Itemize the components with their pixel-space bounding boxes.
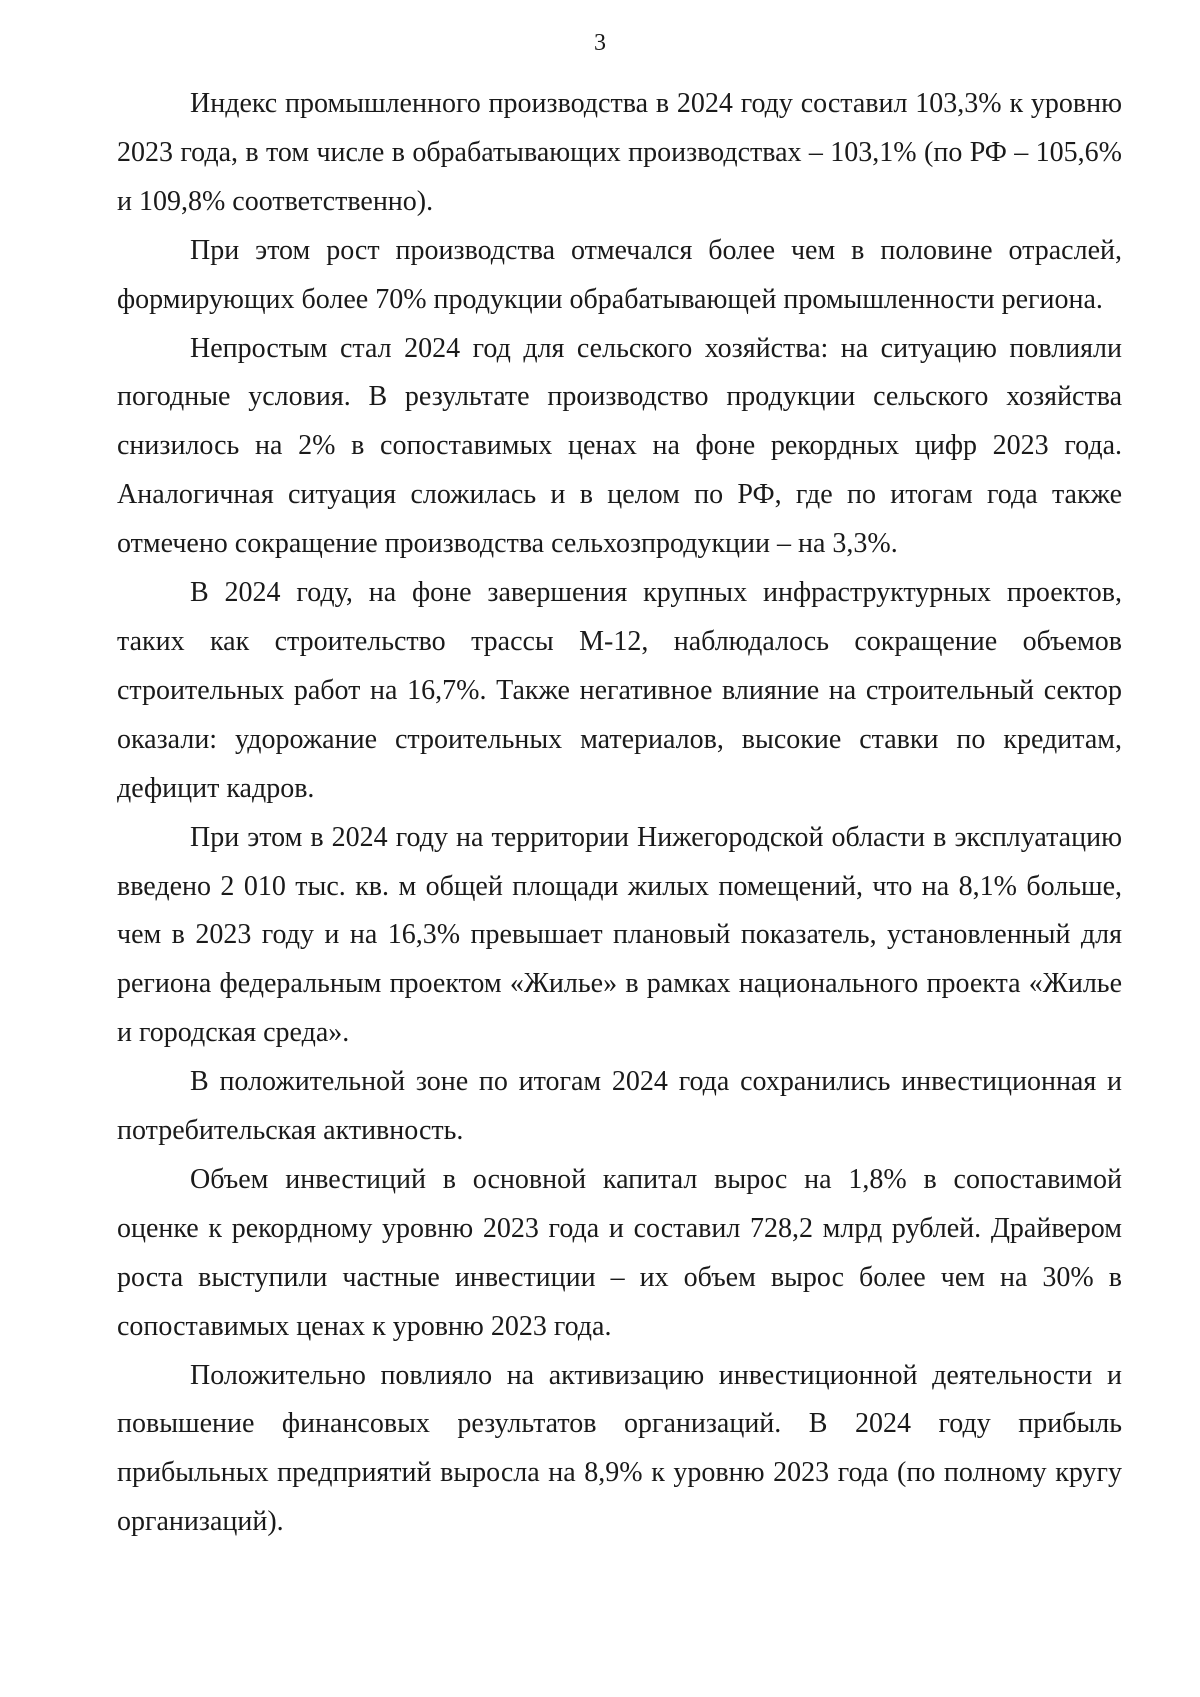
paragraph-industrial-production: Индекс промышленного производства в 2024 году составил 103,3% к уровню 2023 года, в том числе в обрабатывающих производствах – 103,1% (по РФ – 105,6% и 109,8% соответственно). <box>117 88 1122 217</box>
paragraph-housing: При этом в 2024 году на территории Нижегородской области в эксплуатацию введено 2 010 тыс. кв. м общей площади жилых помещений, что на 8,1% больше, чем в 2023 году и на 16,3% превышает плановый показатель, установленный для региона федеральным проектом «Жилье» в рамках национального проекта «Жилье и городская среда». <box>117 821 1122 1049</box>
page-number: 3 <box>594 30 606 56</box>
paragraph-capital-investment: Объем инвестиций в основной капитал вырос на 1,8% в сопоставимой оценке к рекордному уровню 2023 года и составил 728,2 млрд рублей. Драйвером роста выступили частные инвестиции – их объем вырос более чем на 30% в сопоставимых ценах к уровню 2023 года. <box>117 1163 1122 1342</box>
paragraph-investment-activity: В положительной зоне по итогам 2024 года сохранились инвестиционная и потребительская активность. <box>117 1066 1122 1147</box>
paragraph-production-growth: При этом рост производства отмечался более чем в половине отраслей, формирующих более 70% продукции обрабатывающей промышленности региона. <box>117 234 1122 315</box>
document-body <box>117 80 1122 1547</box>
paragraph-construction: В 2024 году, на фоне завершения крупных инфраструктурных проектов, таких как строительство трассы М-12, наблюдалось сокращение объемов строительных работ на 16,7%. Также негативное влияние на строительный сектор оказали: удорожание строительных материалов, высокие ставки по кредитам, дефицит кадров. <box>117 577 1122 804</box>
paragraph-financial-results: Положительно повлияло на активизацию инвестиционной деятельности и повышение финансовых результатов организаций. В 2024 году прибыль прибыльных предприятий выросла на 8,9% к уровню 2023 года (по полному кругу организаций). <box>117 1359 1122 1538</box>
paragraph-agriculture: Непростым стал 2024 год для сельского хозяйства: на ситуацию повлияли погодные условия. В результате производство продукции сельского хозяйства снизилось на 2% в сопоставимых ценах на фоне рекордных цифр 2023 года. Аналогичная ситуация сложилась и в целом по РФ, где по итогам года также отмечено сокращение производства сельхозпродукции – на 3,3%. <box>117 332 1122 560</box>
